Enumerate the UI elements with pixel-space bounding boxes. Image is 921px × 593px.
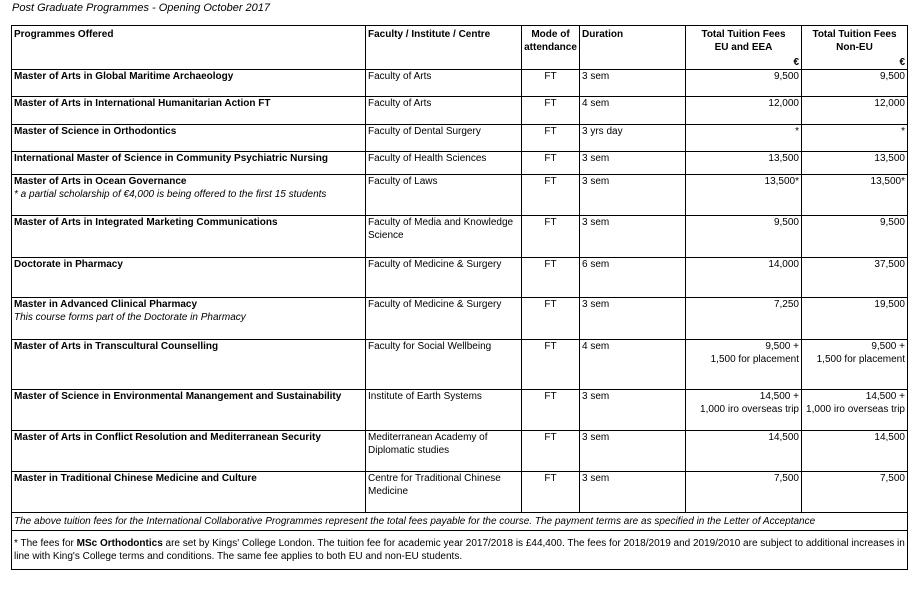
programme-cell: Master of Arts in International Humanitarian Action FT (12, 97, 366, 125)
programme-cell: Master of Science in Orthodontics (12, 125, 366, 152)
faculty-cell: Faculty of Medicine & Surgery (366, 258, 522, 298)
fee-noneu-cell: 37,500 (802, 258, 908, 298)
table-row (12, 340, 908, 390)
fee-noneu-cell: 13,500 (802, 152, 908, 175)
fee-extra: 1,000 iro overseas trip (806, 404, 905, 415)
currency-symbol: € (899, 57, 905, 68)
duration-cell: 3 sem (580, 216, 686, 258)
mode-cell: FT (522, 298, 580, 340)
fee-eu-cell: 9,500 (686, 70, 802, 97)
header-mode: Mode of attendance (522, 26, 580, 70)
duration-cell: 4 sem (580, 97, 686, 125)
mode-cell: FT (522, 390, 580, 431)
table-row (12, 390, 908, 431)
header-faculty: Faculty / Institute / Centre (366, 26, 522, 70)
duration-cell: 6 sem (580, 258, 686, 298)
fee-noneu-cell: 14,500 (802, 431, 908, 472)
fee-noneu-cell: 7,500 (802, 472, 908, 513)
fee-eu-cell: 14,500 (686, 431, 802, 472)
fee-noneu-cell: 9,500 (802, 70, 908, 97)
faculty-cell: Faculty of Media and Knowledge Science (366, 216, 522, 258)
table-row (12, 298, 908, 340)
table-row (12, 152, 908, 175)
mode-cell: FT (522, 70, 580, 97)
fee-eu-cell: 14,000 (686, 258, 802, 298)
faculty-cell: Faculty of Health Sciences (366, 152, 522, 175)
fee-noneu-cell: 12,000 (802, 97, 908, 125)
fee-eu-cell: 9,500 + 1,500 for placement (686, 340, 802, 390)
fee-noneu-cell: 13,500* (802, 175, 908, 216)
header-fees-eu: Total Tuition Fees EU and EEA € (686, 26, 802, 70)
duration-cell: 4 sem (580, 340, 686, 390)
fee-eu-cell: 13,500* (686, 175, 802, 216)
table-row (12, 431, 908, 472)
fee-eu-cell: 7,250 (686, 298, 802, 340)
currency-symbol: € (793, 57, 799, 68)
fee-extra: 1,000 iro overseas trip (700, 404, 799, 415)
fee-noneu-cell: * (802, 125, 908, 152)
fee-eu-cell: * (686, 125, 802, 152)
faculty-cell: Centre for Traditional Chinese Medicine (366, 472, 522, 513)
mode-cell: FT (522, 175, 580, 216)
table-row (12, 258, 908, 298)
fee-eu-cell: 14,500 + 1,000 iro overseas trip (686, 390, 802, 431)
fee-extra: 1,500 for placement (710, 354, 799, 365)
fee-eu-cell: 7,500 (686, 472, 802, 513)
fee-noneu-cell: 9,500 (802, 216, 908, 258)
programme-note: * a partial scholarship of €4,000 is being offered to the first 15 students (14, 189, 327, 200)
faculty-cell: Faculty for Social Wellbeing (366, 340, 522, 390)
duration-cell: 3 sem (580, 431, 686, 472)
programme-cell: Master of Arts in Transcultural Counselling (12, 340, 366, 390)
programme-cell: Master of Arts in Global Maritime Archaeology (12, 70, 366, 97)
mode-cell: FT (522, 216, 580, 258)
faculty-cell: Faculty of Dental Surgery (366, 125, 522, 152)
footer-row-2 (12, 531, 908, 570)
mode-cell: FT (522, 431, 580, 472)
programme-cell: Master of Arts in Conflict Resolution and Mediterranean Security (12, 431, 366, 472)
table-row (12, 472, 908, 513)
mode-cell: FT (522, 125, 580, 152)
programme-cell: Master in Traditional Chinese Medicine and Culture (12, 472, 366, 513)
duration-cell: 3 sem (580, 175, 686, 216)
footer-orthodontics-note: * The fees for MSc Orthodontics are set by Kings' College London. The tuition fee for academic year 2017/2018 is £44,400. The fees for 2018/2019 and 2019/2010 are subject to additional increases in line with King's College terms and conditions. The same fee applies to both EU and non-EU students. (12, 531, 908, 570)
faculty-cell: Mediterranean Academy of Diplomatic studies (366, 431, 522, 472)
header-fees-noneu: Total Tuition Fees Non-EU € (802, 26, 908, 70)
programme-cell: International Master of Science in Community Psychiatric Nursing (12, 152, 366, 175)
table-row (12, 97, 908, 125)
duration-cell: 3 sem (580, 472, 686, 513)
faculty-cell: Faculty of Arts (366, 70, 522, 97)
mode-cell: FT (522, 97, 580, 125)
duration-cell: 3 sem (580, 152, 686, 175)
mode-cell: FT (522, 472, 580, 513)
table-row (12, 125, 908, 152)
programme-cell: Master of Arts in Integrated Marketing Communications (12, 216, 366, 258)
header-duration: Duration (580, 26, 686, 70)
faculty-cell: Faculty of Laws (366, 175, 522, 216)
duration-cell: 3 sem (580, 70, 686, 97)
fee-eu-cell: 13,500 (686, 152, 802, 175)
programme-cell: Master in Advanced Clinical Pharmacy This course forms part of the Doctorate in Pharmacy (12, 298, 366, 340)
header-programme: Programmes Offered (12, 26, 366, 70)
footer-row-1 (12, 513, 908, 531)
faculty-cell: Faculty of Medicine & Surgery (366, 298, 522, 340)
programme-cell: Master of Arts in Ocean Governance * a partial scholarship of €4,000 is being offered to the first 15 students (12, 175, 366, 216)
programme-note: This course forms part of the Doctorate in Pharmacy (14, 312, 246, 323)
programme-cell: Master of Science in Environmental Manangement and Sustainability (12, 390, 366, 431)
header-row (12, 26, 908, 70)
fee-eu-cell: 9,500 (686, 216, 802, 258)
page-title: Post Graduate Programmes - Opening October 2017 (12, 2, 271, 14)
table-row (12, 175, 908, 216)
faculty-cell: Faculty of Arts (366, 97, 522, 125)
fee-noneu-cell: 19,500 (802, 298, 908, 340)
fee-eu-cell: 12,000 (686, 97, 802, 125)
fee-extra: 1,500 for placement (816, 354, 905, 365)
fees-table (11, 25, 908, 570)
faculty-cell: Institute of Earth Systems (366, 390, 522, 431)
table-row (12, 216, 908, 258)
fee-noneu-cell: 14,500 + 1,000 iro overseas trip (802, 390, 908, 431)
table-row (12, 70, 908, 97)
mode-cell: FT (522, 340, 580, 390)
mode-cell: FT (522, 258, 580, 298)
duration-cell: 3 sem (580, 390, 686, 431)
duration-cell: 3 yrs day (580, 125, 686, 152)
programme-cell: Doctorate in Pharmacy (12, 258, 366, 298)
duration-cell: 3 sem (580, 298, 686, 340)
footer-note: The above tuition fees for the International Collaborative Programmes represent the total fees payable for the course. The payment terms are as specified in the Letter of Acceptance (12, 513, 908, 531)
fee-noneu-cell: 9,500 + 1,500 for placement (802, 340, 908, 390)
mode-cell: FT (522, 152, 580, 175)
